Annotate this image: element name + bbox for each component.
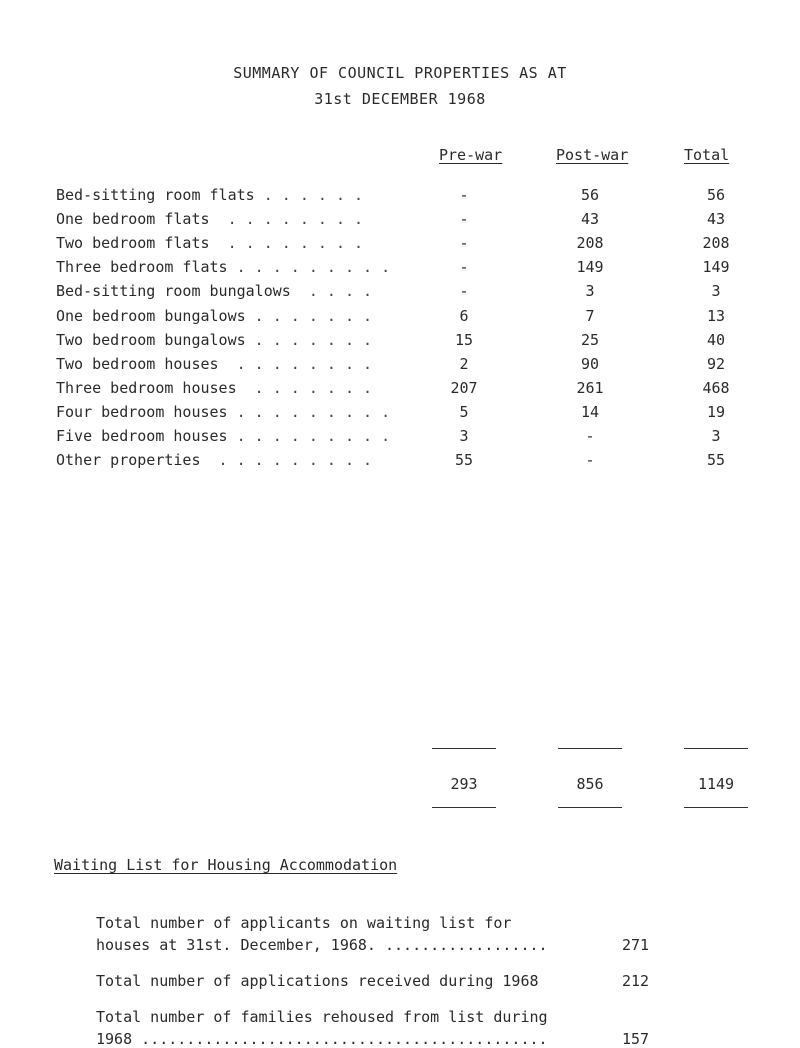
table-cell-pre: 15 [454, 330, 474, 349]
table-cell-pre: 6 [459, 306, 469, 325]
table-row-label: Bed-sitting room bungalows [56, 282, 291, 301]
table-row-label: One bedroom bungalows [56, 306, 246, 325]
table-cell-post: 43 [580, 210, 600, 229]
table-cell-post: 208 [576, 234, 604, 253]
column-header-pre-war: Pre-war [439, 146, 503, 164]
table-row-label: Two bedroom bungalows [56, 330, 246, 349]
table-cell-post: 14 [580, 402, 600, 421]
table-row-label: Bed-sitting room flats [56, 186, 255, 204]
table-row-label: Two bedroom houses [56, 354, 219, 373]
table-row-label: Four bedroom houses [56, 402, 228, 421]
total-post-war: 856 [576, 775, 604, 793]
table-row-label: Five bedroom houses [56, 427, 228, 445]
table-cell-total: 3 [711, 282, 721, 301]
table-cell-pre: - [459, 258, 469, 277]
table-cell-total: 92 [706, 354, 726, 373]
table-cell-total: 43 [706, 210, 726, 229]
table-row-leader-dots: . . . . . . . . [209, 234, 364, 253]
total-pre-war: 293 [450, 775, 478, 793]
rule-pre-top [432, 748, 496, 749]
waiting-item2-value: 212 [622, 972, 650, 990]
waiting-item1-value: 271 [622, 936, 650, 954]
table-cell-total: 19 [706, 402, 726, 421]
table-cell-pre: 55 [454, 451, 474, 470]
table-cell-total: 468 [702, 378, 730, 397]
table-row-leader-dots: . . . . . . . . . [227, 258, 391, 277]
table-cell-pre: - [459, 234, 469, 253]
table-cell-total: 13 [706, 306, 726, 325]
table-cell-post: 149 [576, 258, 604, 277]
table-row-label: Two bedroom flats [56, 234, 210, 253]
table-row-leader-dots: . . . . . . . [236, 378, 373, 397]
table-cell-total: 149 [702, 258, 730, 277]
waiting-item3-line2: 1968 ............................................. [96, 1030, 548, 1048]
table-cell-pre: 2 [459, 354, 469, 373]
table-cell-post: - [585, 427, 595, 445]
table-cell-pre: 207 [450, 378, 478, 397]
table-cell-total: 56 [706, 186, 726, 204]
table-cell-pre: 3 [459, 427, 469, 445]
table-row-leader-dots: . . . . [290, 282, 373, 301]
rule-total-bottom [684, 807, 748, 808]
table-row-leader-dots: . . . . . . . . . [227, 402, 391, 421]
rule-pre-bottom [432, 807, 496, 808]
waiting-item1-line1: Total number of applicants on waiting list for [96, 914, 512, 932]
total-all: 1149 [697, 775, 735, 793]
table-row-leader-dots: . . . . . . [254, 186, 364, 204]
table-cell-post: 25 [580, 330, 600, 349]
table-cell-pre: - [459, 282, 469, 301]
waiting-item3-line1: Total number of families rehoused from list during [96, 1008, 548, 1026]
table-row-label: One bedroom flats [56, 210, 210, 229]
waiting-list-heading: Waiting List for Housing Accommodation [54, 856, 398, 874]
table-row-leader-dots: . . . . . . . . [209, 210, 364, 229]
table-cell-pre: 5 [459, 402, 469, 421]
table-row-label: Three bedroom houses [56, 378, 237, 397]
waiting-item3-value: 157 [622, 1030, 650, 1048]
waiting-item2-line1: Total number of applications received during 1968 [96, 972, 539, 990]
table-cell-total: 208 [702, 234, 730, 253]
table-cell-total: 55 [706, 451, 726, 470]
table-cell-total: 40 [706, 330, 726, 349]
table-row-leader-dots: . . . . . . . . [218, 354, 373, 373]
table-row-label: Three bedroom flats [56, 258, 228, 277]
table-row-leader-dots: . . . . . . . . . [227, 427, 391, 445]
rule-post-bottom [558, 807, 622, 808]
table-cell-post: 7 [585, 306, 595, 325]
waiting-item1-line2: houses at 31st. December, 1968. .................. [96, 936, 548, 954]
table-row-leader-dots: . . . . . . . . . [200, 451, 373, 470]
table-cell-post: 3 [585, 282, 595, 301]
page-title: SUMMARY OF COUNCIL PROPERTIES AS AT [233, 64, 567, 82]
table-row-label: Other properties [56, 451, 201, 470]
table-cell-pre: - [459, 186, 469, 204]
table-cell-post: - [585, 451, 595, 470]
rule-total-top [684, 748, 748, 749]
column-header-total: Total [684, 146, 730, 164]
table-row-leader-dots: . . . . . . . [245, 306, 373, 325]
table-cell-post: 56 [580, 186, 600, 204]
table-cell-post: 90 [580, 354, 600, 373]
rule-post-top [558, 748, 622, 749]
table-row-leader-dots: . . . . . . . [245, 330, 373, 349]
page-subtitle: 31st DECEMBER 1968 [314, 90, 486, 108]
table-cell-total: 3 [711, 427, 721, 445]
table-cell-pre: - [459, 210, 469, 229]
table-cell-post: 261 [576, 378, 604, 397]
column-header-post-war: Post-war [556, 146, 629, 164]
